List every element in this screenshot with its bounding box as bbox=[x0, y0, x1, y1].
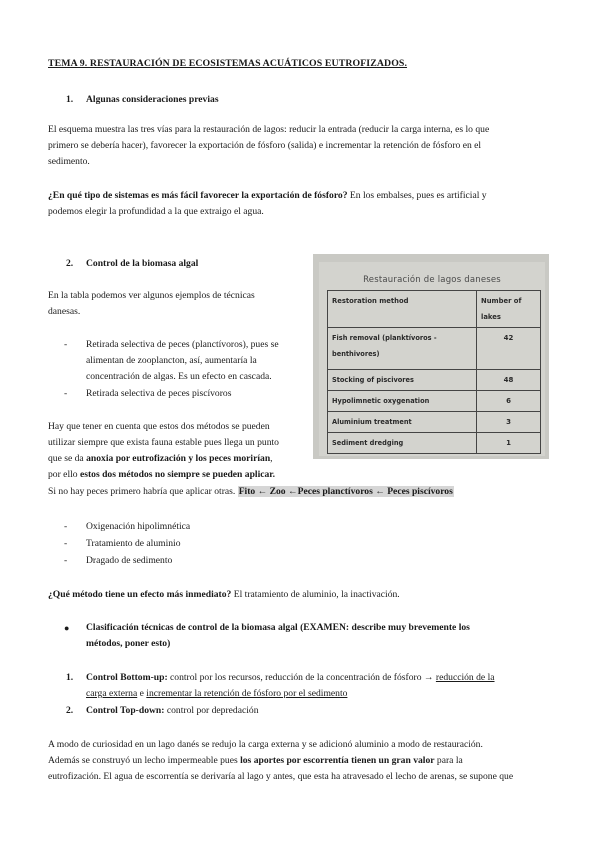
section2-para2-line4 bbox=[48, 467, 275, 483]
underlined-run: reducción de la bbox=[435, 672, 495, 683]
bullet-dash: - bbox=[64, 555, 68, 566]
table-photo bbox=[313, 254, 549, 459]
final-line2 bbox=[48, 753, 553, 769]
table-row bbox=[328, 370, 541, 391]
control-item1-number: 1. bbox=[66, 672, 74, 683]
control-item1 bbox=[86, 670, 556, 686]
section2-intro-1: En la tabla podemos ver algunos ejemplos de técnicas bbox=[48, 290, 255, 301]
bold-run: anoxia por eutrofización y los peces morirían bbox=[86, 453, 271, 464]
text-run: control por depredación bbox=[164, 705, 259, 716]
section2-para2-line5 bbox=[48, 484, 454, 500]
section2-intro-2: danesas. bbox=[48, 306, 81, 317]
section1-answer-1: En los embalses, pues es artificial y bbox=[347, 190, 487, 201]
bullet2-line1: Retirada selectiva de peces piscívoros bbox=[86, 388, 232, 399]
underlined-run: incrementar la retención de fósforo por el sedimento bbox=[146, 688, 348, 699]
text-run: Si no hay peces primero habría que aplicar otras. bbox=[48, 486, 238, 497]
table-cell-method: Aluminium treatment bbox=[328, 412, 477, 433]
table-cell-method: Stocking of piscivores bbox=[328, 370, 477, 391]
classification-line1: Clasificación técnicas de control de la biomasa algal (EXAMEN: describe muy brevemente los bbox=[86, 622, 470, 633]
bullet3: Oxigenación hipolimnética bbox=[86, 521, 191, 532]
bullet4: Tratamiento de aluminio bbox=[86, 538, 181, 549]
table-photo-paper bbox=[319, 262, 545, 456]
table-row bbox=[328, 328, 541, 370]
table-header-row bbox=[328, 291, 541, 328]
underlined-run: carga externa bbox=[86, 688, 138, 699]
restoration-table bbox=[327, 290, 541, 454]
control-item2-number: 2. bbox=[66, 705, 74, 716]
table-cell-lakes: 48 bbox=[477, 370, 541, 391]
section2-para2-line2: utilizar siempre que exista fauna estable pues llega un punto bbox=[48, 437, 279, 448]
text-run: por ello bbox=[48, 469, 80, 480]
bullet1-line2: alimentan de zooplancton, así, aumentaría la bbox=[86, 355, 257, 366]
control-item1-label: Control Bottom-up: bbox=[86, 672, 168, 683]
control-item2 bbox=[86, 703, 259, 719]
section2-para2-line1: Hay que tener en cuenta que estos dos métodos se pueden bbox=[48, 421, 270, 432]
final-line1: A modo de curiosidad en un lago danés se redujo la carga externa y se adicionó aluminio a modo de restauración. bbox=[48, 739, 483, 750]
food-chain-highlight: Fito ← Zoo ←Peces planctívoros ← Peces piscívoros bbox=[238, 486, 453, 497]
table-header-method: Restoration method bbox=[328, 291, 477, 328]
table-row bbox=[328, 391, 541, 412]
section2-question2: ¿Qué método tiene un efecto más inmediato? bbox=[48, 589, 232, 600]
table-cell-method: Sediment dredging bbox=[328, 433, 477, 454]
section1-question: ¿En qué tipo de sistemas es más fácil favorecer la exportación de fósforo? bbox=[48, 190, 348, 201]
section1-number: 1. bbox=[66, 94, 74, 105]
table-row bbox=[328, 412, 541, 433]
bullet-dot: ● bbox=[64, 623, 70, 633]
table-cell-lakes: 1 bbox=[477, 433, 541, 454]
table-row bbox=[328, 433, 541, 454]
document-title: TEMA 9. RESTAURACIÓN DE ECOSISTEMAS ACUÁTICOS EUTROFIZADOS. bbox=[48, 58, 408, 69]
text-run: que se da bbox=[48, 453, 87, 464]
table-photo-title: Restauración de lagos daneses bbox=[363, 275, 501, 285]
text-run: , bbox=[270, 453, 273, 464]
table-cell-lakes: 6 bbox=[477, 391, 541, 412]
bold-run: los aportes por escorrentía tienen un gran valor bbox=[240, 755, 435, 766]
text-run: Además se construyó un lecho impermeable pues bbox=[48, 755, 241, 766]
section2-heading: Control de la biomasa algal bbox=[86, 258, 199, 269]
bullet5: Dragado de sedimento bbox=[86, 555, 173, 566]
text-run: control por los recursos, reducción de la concentración de fósforo → bbox=[167, 672, 436, 683]
bullet-dash: - bbox=[64, 388, 68, 399]
bullet1-line1: Retirada selectiva de peces (planctívoros), pues se bbox=[86, 339, 279, 350]
table-cell-method: Fish removal (planktívoros - benthivores) bbox=[328, 328, 477, 370]
table-cell-lakes: 42 bbox=[477, 328, 541, 370]
bullet1-line3: concentración de algas. Es un efecto en cascada. bbox=[86, 371, 272, 382]
section1-question-line bbox=[48, 188, 553, 204]
bullet-dash: - bbox=[64, 538, 68, 549]
classification-line2: métodos, poner esto) bbox=[86, 638, 171, 649]
section2-answer2: El tratamiento de aluminio, la inactivación. bbox=[231, 589, 400, 600]
bullet-dash: - bbox=[64, 339, 68, 350]
section2-para2-line3 bbox=[48, 451, 273, 467]
text-run: e bbox=[137, 688, 147, 699]
control-item2-label: Control Top-down: bbox=[86, 705, 165, 716]
text-run: para la bbox=[434, 755, 463, 766]
bullet-dash: - bbox=[64, 521, 68, 532]
bold-run: estos dos métodos no siempre se pueden aplicar. bbox=[79, 469, 276, 480]
section1-heading: Algunas consideraciones previas bbox=[86, 94, 219, 105]
section1-line-1: El esquema muestra las tres vías para la restauración de lagos: reducir la entrada (reducir la carga interna, es lo que bbox=[48, 124, 490, 135]
section1-line-3: sedimento. bbox=[48, 156, 90, 167]
final-line3: eutrofización. El agua de escorrentía se derivaría al lago y antes, que esta ha atravesado el lecho de arenas, se supone que bbox=[48, 771, 514, 782]
section1-answer-2: podemos elegir la profundidad a la que extraigo el agua. bbox=[48, 206, 264, 217]
table-header-lakes: Number of lakes bbox=[477, 291, 541, 328]
section2-number: 2. bbox=[66, 258, 74, 269]
table-cell-method: Hypolimnetic oxygenation bbox=[328, 391, 477, 412]
table-cell-lakes: 3 bbox=[477, 412, 541, 433]
control-item1-cont bbox=[86, 686, 347, 702]
section1-line-2: primero se debería hacer), favorecer la exportación de fósforo (salida) e incrementar la retención de fósforo en el bbox=[48, 140, 482, 151]
section2-question2-line bbox=[48, 587, 553, 603]
